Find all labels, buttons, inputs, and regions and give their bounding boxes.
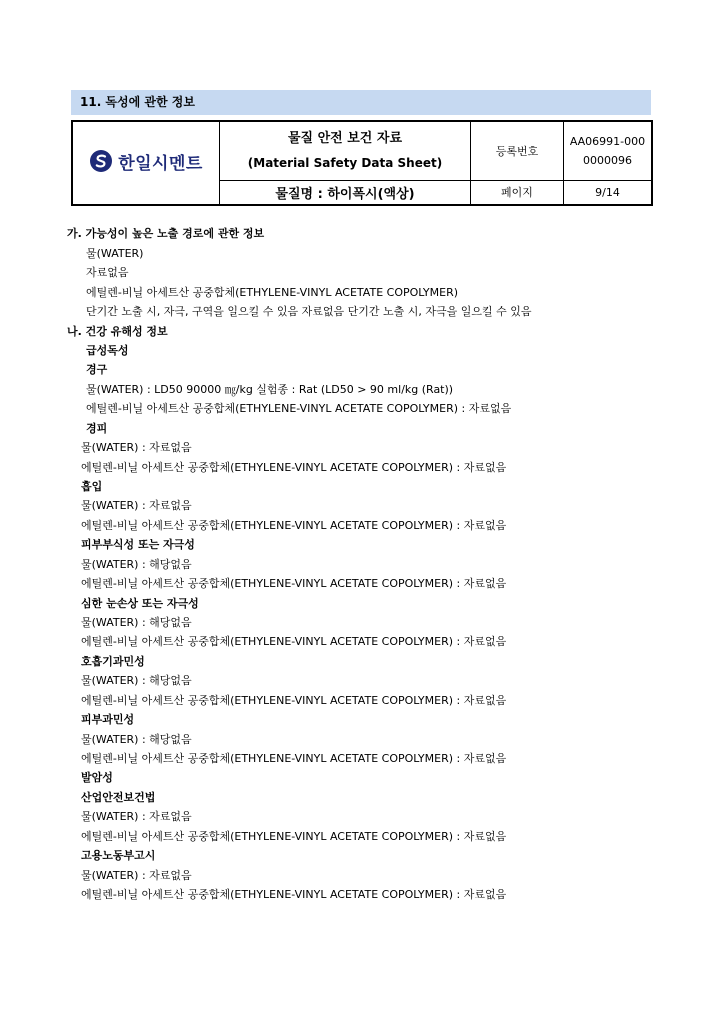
text-line: 물(WATER) : 해당없음 [81, 674, 192, 687]
reg-number-value-2: 0000096 [583, 153, 632, 167]
text-line: 물(WATER) : 해당없음 [81, 616, 192, 629]
company-logo [89, 149, 203, 174]
text-line: 에틸렌-비닐 아세트산 공중합체(ETHYLENE-VINYL ACETATE COPOLYMER) : 자료없음 [81, 752, 507, 765]
section-title: 11. 독성에 관한 정보 [71, 90, 651, 115]
text-line: 물(WATER) : 자료없음 [81, 499, 192, 512]
reg-number-value-1: AA06991-000 [569, 134, 646, 148]
text-line: 에틸렌-비닐 아세트산 공중합체(ETHYLENE-VINYL ACETATE COPOLYMER) : 자료없음 [81, 888, 507, 901]
text-line: 단기간 노출 시, 자극, 구역을 일으킬 수 있음 자료없음 단기간 노출 시, 자극을 일으킬 수 있음 [86, 305, 532, 318]
msds-header-table [71, 120, 653, 206]
reg-number-cell [564, 121, 653, 180]
text-line: 에틸렌-비닐 아세트산 공중합체(ETHYLENE-VINYL ACETATE COPOLYMER) : 자료없음 [81, 830, 507, 843]
text-line: 에틸렌-비닐 아세트산 공중합체(ETHYLENE-VINYL ACETATE COPOLYMER) : 자료없음 [81, 635, 507, 648]
subsection-heading: 나. 건강 유해성 정보 [67, 325, 168, 338]
category-heading: 피부부식성 또는 자극성 [81, 538, 195, 551]
doc-title-cell [220, 121, 471, 180]
text-line: 물(WATER) [86, 247, 144, 260]
text-line: 물(WATER) : 해당없음 [81, 558, 192, 571]
text-line: 물(WATER) : LD50 90000 ㎎/kg 실험종 : Rat (LD50 > 90 ml/kg (Rat)) [86, 383, 454, 396]
category-heading: 심한 눈손상 또는 자극성 [81, 597, 199, 610]
text-line: 물(WATER) : 자료없음 [81, 441, 192, 454]
text-line: 에틸렌-비닐 아세트산 공중합체(ETHYLENE-VINYL ACETATE COPOLYMER) [86, 286, 459, 299]
text-line: 자료없음 [86, 266, 129, 279]
category-heading: 호흡기과민성 [81, 655, 145, 668]
text-line: 물(WATER) : 자료없음 [81, 810, 192, 823]
doc-title-en: (Material Safety Data Sheet) [247, 155, 443, 170]
company-name: 한일시멘트 [118, 153, 203, 174]
text-line: 에틸렌-비닐 아세트산 공중합체(ETHYLENE-VINYL ACETATE COPOLYMER) : 자료없음 [81, 519, 507, 532]
product-name: 물질명 : 하이폭시(액상) [220, 180, 471, 205]
reg-number-label: 등록번호 [471, 121, 564, 180]
category-heading: 고용노동부고시 [81, 849, 156, 862]
company-logo-icon [89, 149, 113, 173]
category-heading: 경구 [86, 363, 108, 376]
text-line: 에틸렌-비닐 아세트산 공중합체(ETHYLENE-VINYL ACETATE COPOLYMER) : 자료없음 [81, 577, 507, 590]
logo-cell [72, 121, 220, 205]
category-heading: 피부과민성 [81, 713, 135, 726]
page-label: 페이지 [471, 180, 564, 205]
text-line: 에틸렌-비닐 아세트산 공중합체(ETHYLENE-VINYL ACETATE COPOLYMER) : 자료없음 [81, 461, 507, 474]
text-line: 물(WATER) : 자료없음 [81, 869, 192, 882]
text-line: 물(WATER) : 해당없음 [81, 733, 192, 746]
text-line: 에틸렌-비닐 아세트산 공중합체(ETHYLENE-VINYL ACETATE COPOLYMER) : 자료없음 [86, 402, 512, 415]
category-heading: 급성독성 [86, 344, 129, 357]
category-heading: 산업안전보건법 [81, 791, 156, 804]
category-heading: 경피 [86, 422, 108, 435]
page-number: 9/14 [564, 180, 653, 205]
text-line: 에틸렌-비닐 아세트산 공중합체(ETHYLENE-VINYL ACETATE COPOLYMER) : 자료없음 [81, 694, 507, 707]
subsection-heading: 가. 가능성이 높은 노출 경로에 관한 정보 [67, 227, 265, 240]
doc-title-ko: 물질 안전 보건 자료 [287, 130, 403, 146]
category-heading: 흡입 [81, 480, 103, 493]
category-heading: 발암성 [81, 771, 113, 784]
